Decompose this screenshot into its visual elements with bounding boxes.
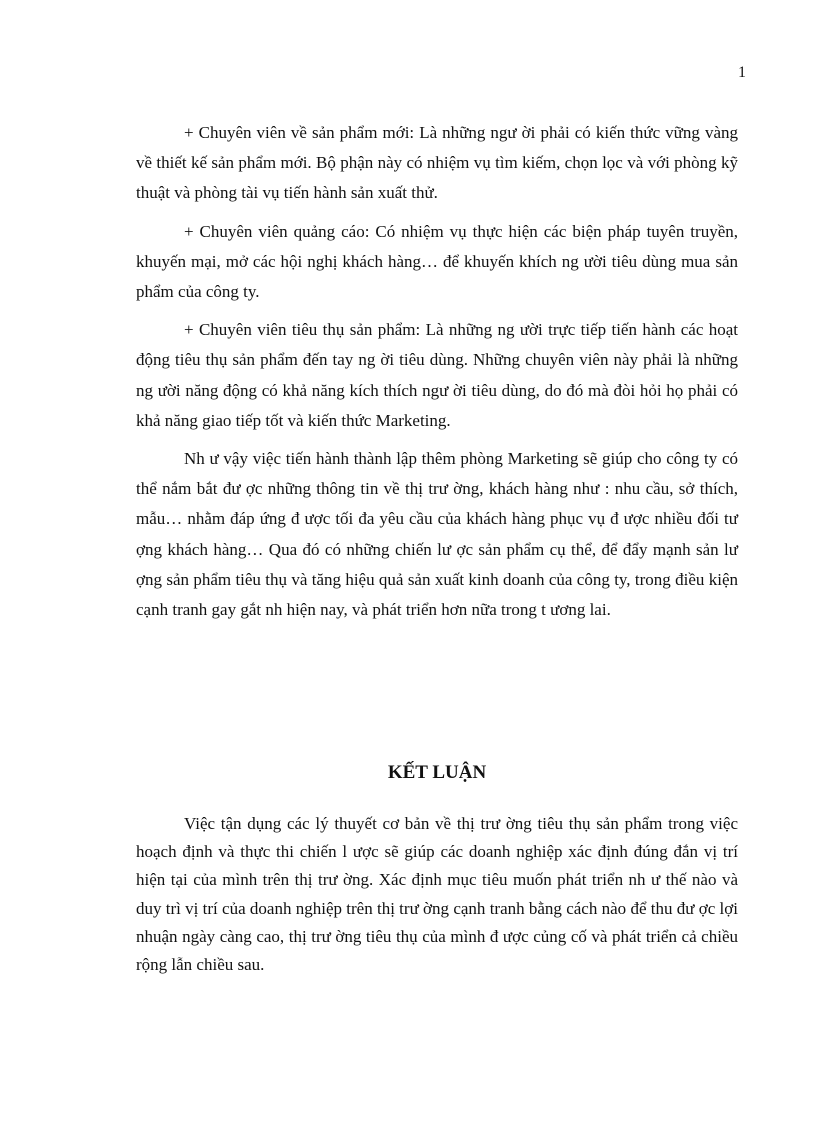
paragraph-sales-specialist: + Chuyên viên tiêu thụ sản phẩm: Là những ng ười trực tiếp tiến hành các hoạt động tiêu thụ sản phẩm đến tay ng ời tiêu dùng. Những chuyên viên này phải là những ng ười năng động có khả năng kích thích ngư ời tiêu dùng, do đó mà đòi hỏi họ phải có khả năng giao tiếp tốt và kiến thức Marketing.	[136, 320, 738, 430]
conclusion-paragraph: Việc tận dụng các lý thuyết cơ bản về thị trư ờng tiêu thụ sản phẩm trong việc hoạch định và thực thi chiến l ược sẽ giúp các doanh nghiệp xác định đúng đắn vị trí hiện tại của mình trên thị trư ờng. Xác định mục tiêu muốn phát triển nh ư thế nào và duy trì vị trí của doanh nghiệp trên thị trư ờng cạnh tranh bằng cách nào để thu đư ợc lợi nhuận ngày càng cao, thị trư ờng tiêu thụ của mình đ ược củng cố và phát triển cả chiều rộng lẫn chiều sau.	[136, 814, 738, 975]
conclusion-section	[136, 810, 738, 979]
conclusion-heading: KẾT LUẬN	[387, 762, 487, 783]
paragraph-new-product-specialist: + Chuyên viên về sản phẩm mới: Là những ngư ời phải có kiến thức vững vàng về thiết kế sản phẩm mới. Bộ phận này có nhiệm vụ tìm kiếm, chọn lọc và với phòng kỹ thuật và phòng tài vụ tiến hành sản xuất thử.	[136, 123, 738, 203]
paragraph-advertising-specialist: + Chuyên viên quảng cáo: Có nhiệm vụ thực hiện các biện pháp tuyên truyền, khuyến mại, mở các hội nghị khách hàng… để khuyến khích ng ười tiêu dùng mua sản phẩm của công ty.	[136, 221, 738, 302]
body-section	[136, 118, 738, 633]
paragraph-marketing-department: Nh ư vậy việc tiến hành thành lập thêm phòng Marketing sẽ giúp cho công ty có thể nắm bắt đư ợc những thông tin về thị trư ờng, khách hàng như : nhu cầu, sở thích, mẫu… nhằm đáp ứng đ ược tối đa yêu cầu của khách hàng phục vụ đ ược nhiều đối tư ợng khách hàng… Qua đó có những chiến lư ợc sản phẩm cụ thể, để đẩy mạnh sản lư ợng sản phẩm tiêu thụ và tăng hiệu quả sản xuất kinh doanh của công ty, trong điều kiện cạnh tranh gay gắt nh hiện nay, và phát triển hơn nữa trong t ương lai.	[136, 449, 738, 620]
page-number: 1	[738, 64, 746, 81]
